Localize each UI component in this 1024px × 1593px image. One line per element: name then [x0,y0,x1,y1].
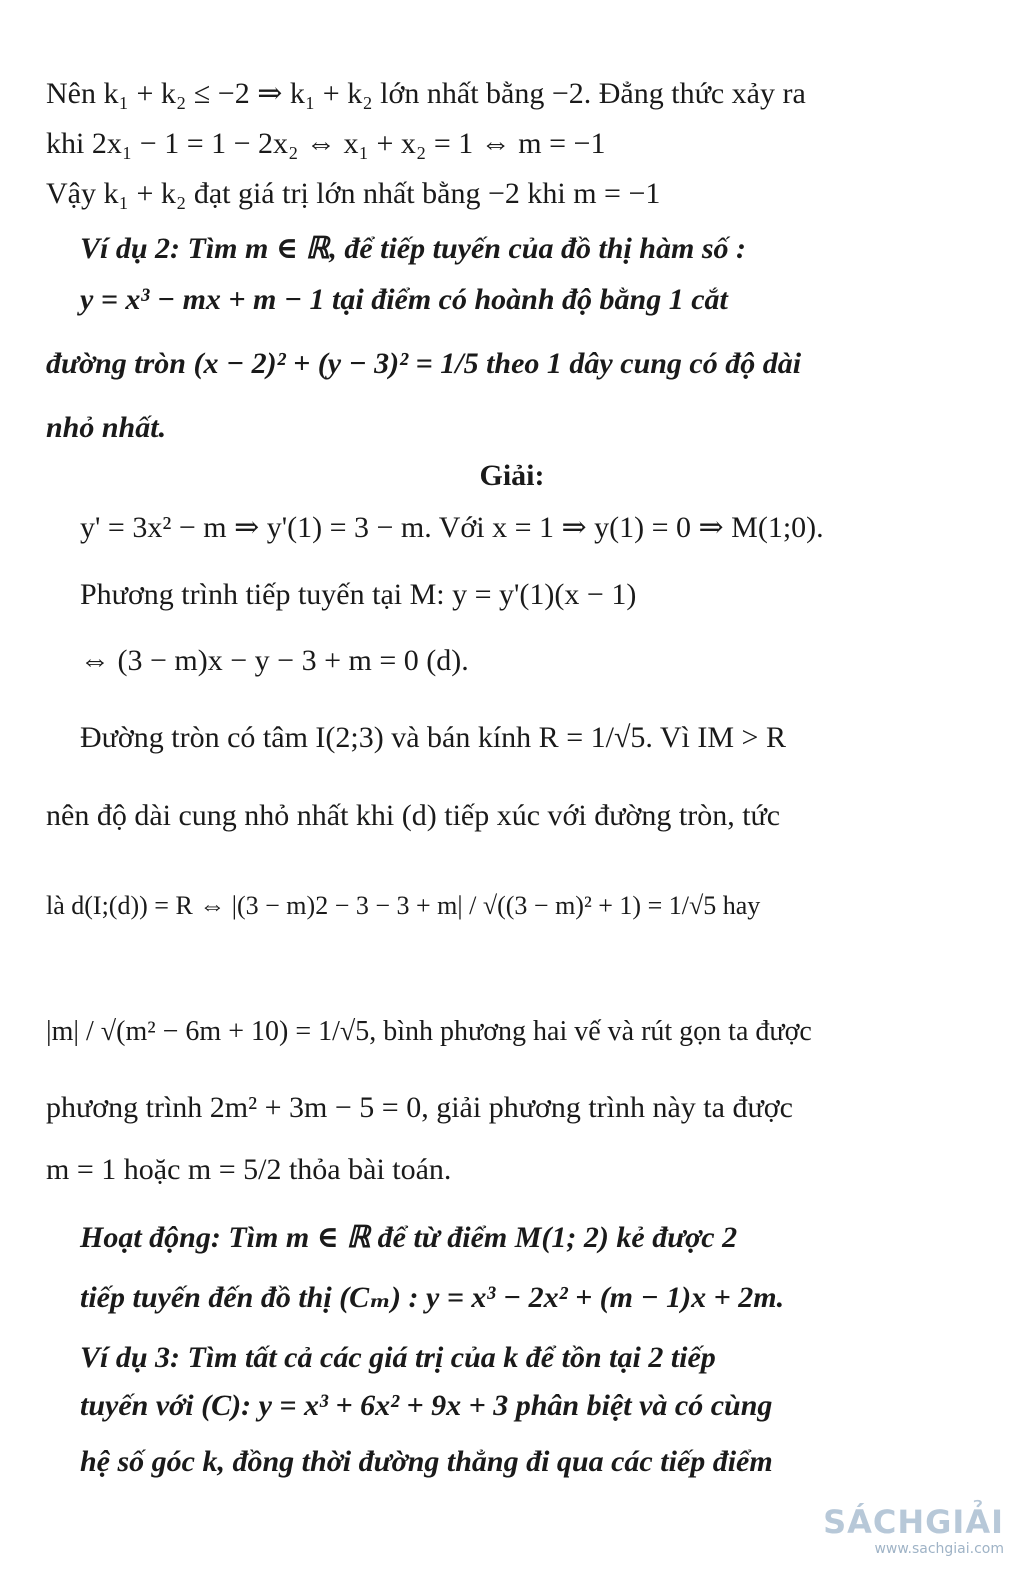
solution-line-8: phương trình 2m² + 3m − 5 = 0, giải phương trình này ta được [46,1091,793,1124]
watermark-url: www.sachgiai.com [874,1541,1004,1557]
solution-line-3: ⇔ (3 − m)x − y − 3 + m = 0 (d). [80,644,469,677]
watermark-brand: SÁCHGIẢI [823,1503,1004,1541]
text-line-3: Vậy k₁ + k₂ đạt giá trị lớn nhất bằng −2 khi m = −1 [46,177,661,210]
activity-line-1: Hoạt động: Tìm m ∈ ℝ để từ điểm M(1; 2) kẻ được 2 [80,1221,738,1254]
solution-line-2: Phương trình tiếp tuyến tại M: y = y'(1)(x − 1) [80,578,637,611]
example-2-line-4: nhỏ nhất. [46,411,167,444]
sachgiai-watermark [823,1503,1004,1557]
example-2-line-3: đường tròn (x − 2)² + (y − 3)² = 1/5 theo 1 dây cung có độ dài [46,347,802,380]
solution-line-4: Đường tròn có tâm I(2;3) và bán kính R = 1/√5. Vì IM > R [80,721,786,754]
text-line-2: khi 2x₁ − 1 = 1 − 2x₂ ⇔ x₁ + x₂ = 1 ⇔ m = −1 [46,127,606,160]
solution-line-7: |m| / √(m² − 6m + 10) = 1/√5, bình phương hai vế và rút gọn ta được [46,1016,812,1047]
solution-line-5: nên độ dài cung nhỏ nhất khi (d) tiếp xúc với đường tròn, tức [46,799,781,832]
example-2-line-2: y = x³ − mx + m − 1 tại điểm có hoành độ bằng 1 cắt [80,283,728,316]
example-3-line-3: hệ số góc k, đồng thời đường thẳng đi qua các tiếp điểm [80,1445,773,1478]
example-3-line-2: tuyến với (C): y = x³ + 6x² + 9x + 3 phân biệt và có cùng [80,1389,773,1422]
text-line-1: Nên k₁ + k₂ ≤ −2 ⇒ k₁ + k₂ lớn nhất bằng −2. Đẳng thức xảy ra [46,77,806,110]
solution-line-6: là d(I;(d)) = R ⇔ |(3 − m)2 − 3 − 3 + m| / √((3 − m)² + 1) = 1/√5 hay [46,891,761,920]
solution-heading: Giải: [479,459,545,492]
solution-line-1: y' = 3x² − m ⇒ y'(1) = 3 − m. Với x = 1 ⇒ y(1) = 0 ⇒ M(1;0). [80,511,824,544]
example-2-heading: Ví dụ 2: Tìm m ∈ ℝ, để tiếp tuyến của đồ thị hàm số : [80,232,746,265]
example-3-line-1: Ví dụ 3: Tìm tất cả các giá trị của k để tồn tại 2 tiếp [80,1341,716,1374]
solution-line-9: m = 1 hoặc m = 5/2 thỏa bài toán. [46,1153,452,1186]
activity-line-2: tiếp tuyến đến đồ thị (Cₘ) : y = x³ − 2x² + (m − 1)x + 2m. [80,1281,785,1314]
